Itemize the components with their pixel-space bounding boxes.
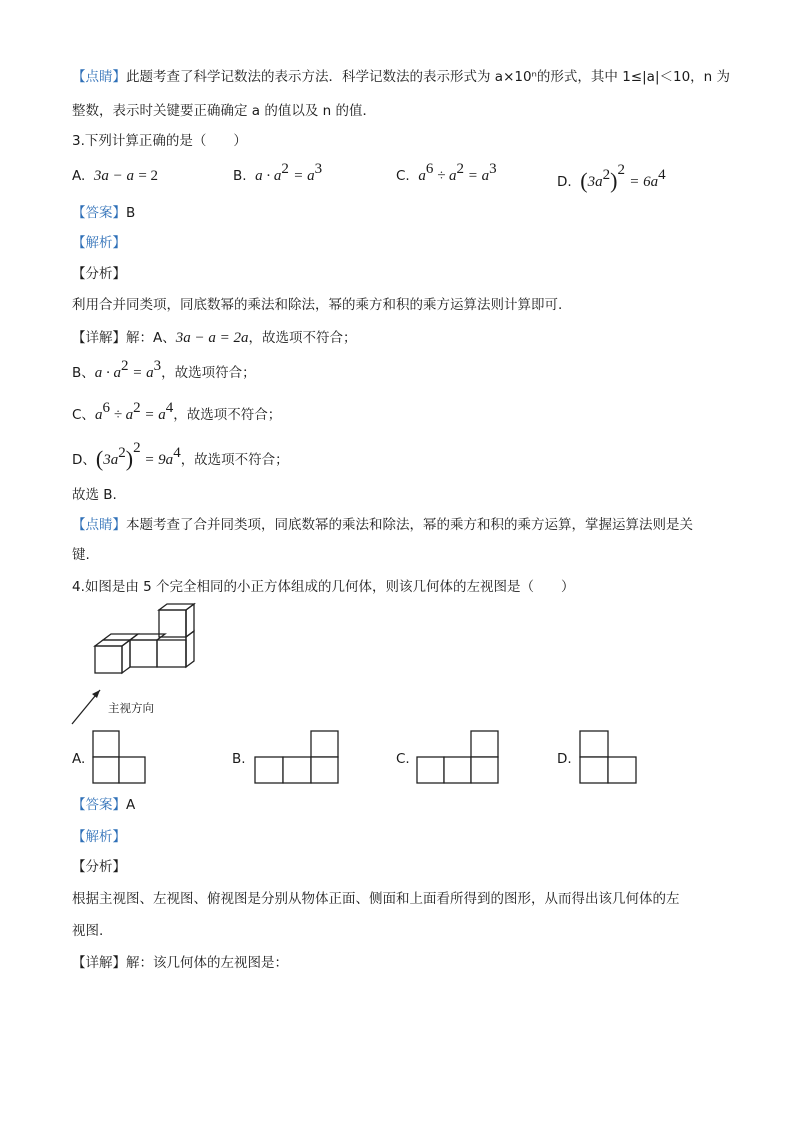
- q3-analysis-tag: 【解析】: [72, 235, 126, 251]
- q4-fenxi-tag: 【分析】: [72, 859, 126, 875]
- q4-option-b-label: B.: [232, 751, 246, 767]
- q3-detail-c: C、$a^6 \div a^2 = a^4$，故选项不符合；: [72, 400, 282, 423]
- q3-fenxi-tag: 【分析】: [72, 266, 126, 282]
- q3-detail-d: D、$(3a^2)^2 = 9a^4$，故选项不符合；: [72, 440, 289, 471]
- answer-tag: 【答案】: [72, 205, 126, 221]
- dianjing-tag: 【点睛】: [72, 69, 126, 85]
- dianjing-text-1: 此题考查了科学记数法的表示方法．科学记数法的表示形式为 a×10ⁿ的形式，其中 1≤|a|＜10，n 为: [126, 69, 731, 85]
- dianjing-line-1: [72, 68, 730, 86]
- q4-option-c-label: C.: [396, 751, 410, 767]
- q3-detail-a: 【详解】解：A、3a − a = 2a，故选项不符合；: [72, 330, 357, 346]
- q4-option-d-label: D.: [557, 751, 572, 767]
- q3-option-b: B. $a \cdot a^2 = a^3$: [233, 161, 323, 184]
- q4-option-b-figure: [254, 730, 340, 786]
- answer-value: B: [126, 205, 136, 221]
- q3-answer: [72, 204, 135, 222]
- q3-detail-b: B、$a \cdot a^2 = a^3$，故选项符合；: [72, 358, 256, 381]
- q4-option-a-label: A.: [72, 751, 86, 767]
- q4-fenxi-line-2: 视图.: [72, 923, 104, 939]
- q3-option-a: A. 3a − a = 2: [72, 168, 159, 184]
- dianjing-line-2: 整数，表示时关键要正确确定 a 的值以及 n 的值．: [72, 103, 376, 119]
- q3-choose: 故选 B.: [72, 487, 117, 503]
- q4-option-a-figure: [92, 730, 148, 786]
- q3-dianjing-line-1: 【点睛】本题考查了合并同类项，同底数幂的乘法和除法，幂的乘方和积的乘方运算，掌握运算法则是关: [72, 517, 693, 533]
- q3-stem: 3.下列计算正确的是（ ）: [72, 133, 247, 149]
- q3-dianjing-line-2: 键.: [72, 547, 90, 563]
- direction-caption: 主视方向: [108, 701, 154, 715]
- q4-option-d-figure: [579, 730, 639, 786]
- view-direction-arrow: [70, 686, 106, 726]
- q3-option-d: D. $(3a^2)^2 = 6a^4$: [557, 162, 666, 193]
- q4-analysis-tag: 【解析】: [72, 829, 126, 845]
- q4-fenxi-line-1: 根据主视图、左视图、俯视图是分别从物体正面、侧面和上面看所得到的图形，从而得出该几何体的左: [72, 891, 680, 907]
- q4-stem: 4.如图是由 5 个完全相同的小正方体组成的几何体，则该几何体的左视图是（ ）: [72, 579, 575, 595]
- q3-option-c: C. $a^6 \div a^2 = a^3$: [396, 161, 497, 184]
- q4-detail: 【详解】解：该几何体的左视图是：: [72, 955, 288, 971]
- q4-answer: 【答案】A: [72, 797, 136, 813]
- q4-option-c-figure: [416, 730, 502, 786]
- solid-figure: [93, 604, 203, 674]
- q3-fenxi-text: 利用合并同类项，同底数幂的乘法和除法，幂的乘方和积的乘方运算法则计算即可.: [72, 297, 563, 313]
